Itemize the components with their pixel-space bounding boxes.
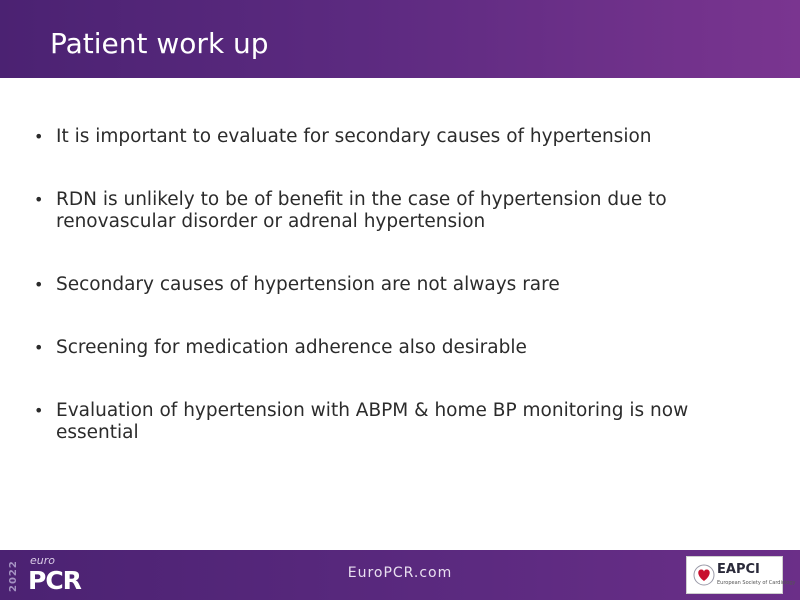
eapci-subtitle: European Society of Cardiology (717, 580, 796, 586)
logo-year: 2022 (8, 560, 19, 592)
bullet-text: Evaluation of hypertension with ABPM & home BP monitoring is now essential (56, 400, 689, 443)
logo-pcr-text: PCR (28, 566, 81, 595)
bullet-list (34, 126, 734, 444)
logo-euro-text: euro (30, 554, 55, 567)
heart-icon (693, 563, 715, 587)
bullet-text: It is important to evaluate for secondary causes of hypertension (56, 126, 652, 147)
bullet-text: Screening for medication adherence also desirable (56, 337, 527, 358)
footer-bar (0, 550, 800, 600)
bullet-item (34, 337, 734, 359)
eapci-logo (686, 556, 796, 594)
bullet-marker: • (34, 275, 44, 294)
bullet-item (34, 400, 734, 444)
footer-url-link[interactable]: EuroPCR.com (347, 565, 453, 581)
slide-title: Patient work up (50, 27, 269, 60)
bullet-item (34, 126, 734, 148)
bullet-marker: • (34, 127, 44, 146)
bullet-marker: • (34, 190, 44, 209)
bullet-marker: • (34, 338, 44, 357)
bullet-item (34, 274, 734, 296)
header-bar (0, 0, 800, 78)
eapci-name: EAPCI (717, 562, 760, 577)
bullet-item (34, 189, 734, 233)
bullet-text: Secondary causes of hypertension are not always rare (56, 274, 560, 295)
bullet-text: RDN is unlikely to be of benefit in the case of hypertension due to renovascular disorder or adrenal hypertension (56, 189, 667, 232)
bullet-marker: • (34, 401, 44, 420)
